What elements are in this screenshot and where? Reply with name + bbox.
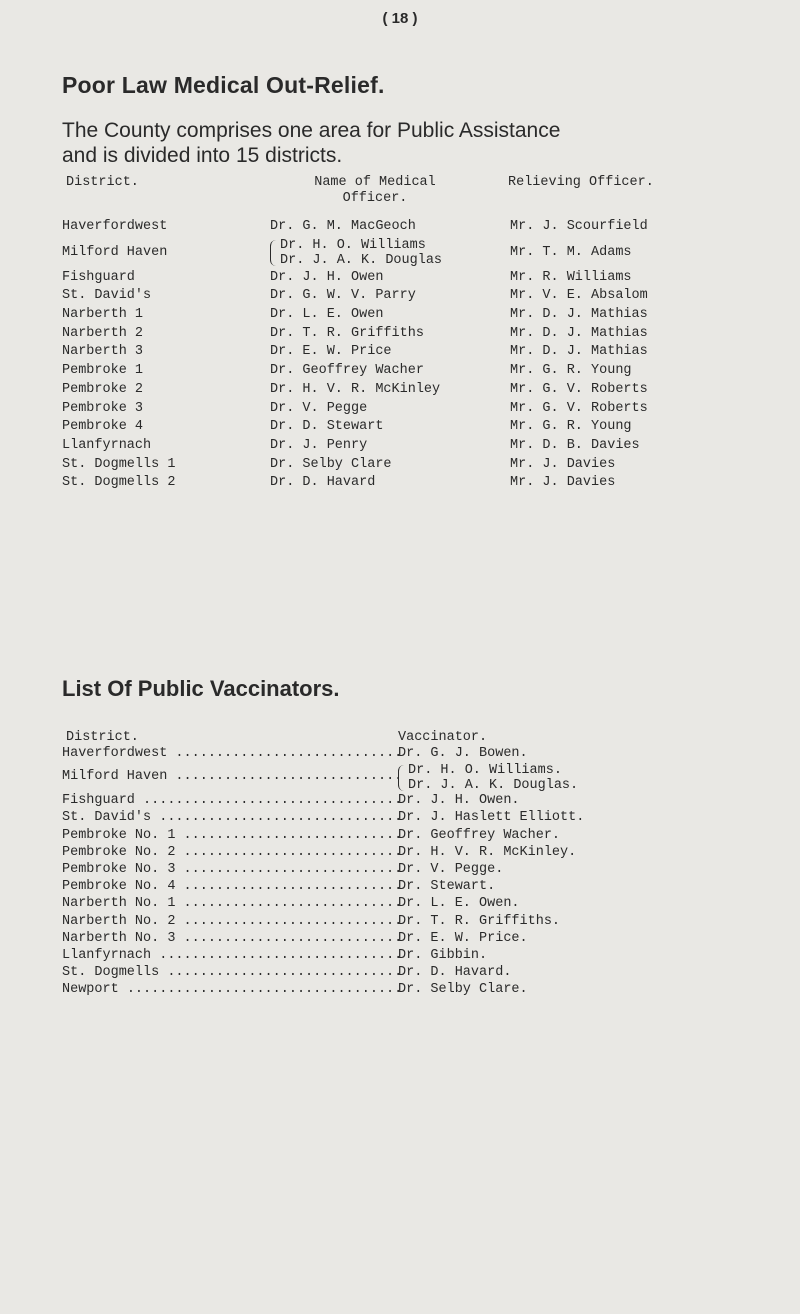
vaccinator-cell: Dr. H. V. R. McKinley. <box>398 844 577 860</box>
officer-cell: Dr. Geoffrey Wacher <box>270 363 424 379</box>
table-row <box>62 344 782 363</box>
table-row <box>62 326 782 345</box>
officer-cell: Dr. G. M. MacGeoch <box>270 219 416 234</box>
relieving-officer-cell: Mr. J. Davies <box>510 456 616 472</box>
district-cell: Pembroke 3 <box>62 400 144 416</box>
district-cell: Milford Haven ..... <box>62 769 402 784</box>
table-row <box>62 931 782 948</box>
table-row <box>62 896 782 913</box>
relieving-officer-cell: Mr. D. B. Davies <box>510 437 640 453</box>
district-cell: St. Dogmells 2 <box>62 475 176 491</box>
relieving-officer-cell: Mr. J. Davies <box>510 475 616 491</box>
intro-paragraph <box>62 118 782 168</box>
vaccinator-cell: Dr. V. Pegge. <box>398 861 504 877</box>
officer-cell: Dr. E. W. Price <box>270 344 392 360</box>
officer-cell: Dr. L. E. Owen <box>270 307 384 323</box>
vaccinator-cell: Dr. J. A. K. Douglas. <box>408 778 579 794</box>
district-cell: Llanfyrnach ..... <box>62 948 402 963</box>
district-cell: Fishguard <box>62 269 135 285</box>
table-row <box>62 914 782 931</box>
relieving-officer-cell: Mr. G. R. Young <box>510 363 632 379</box>
district-cell: Narberth No. 2 ..... <box>62 914 402 929</box>
vaccinator-cell: Dr. Geoffrey Wacher. <box>398 827 561 843</box>
relieving-officer-cell: Mr. D. J. Mathias <box>510 307 648 323</box>
vaccinator-cell: Dr. E. W. Price. <box>398 930 528 946</box>
officer-cell: Dr. D. Havard <box>270 475 376 491</box>
district-cell: St. Dogmells 1 <box>62 456 176 472</box>
brace-mark <box>398 765 405 791</box>
table-row <box>62 419 782 438</box>
district-cell: Haverfordwest ..... <box>62 746 402 761</box>
relieving-officer-header: Relieving Officer. <box>508 175 654 190</box>
table-row <box>62 810 782 827</box>
table-row <box>62 363 782 382</box>
officer-cell: Dr. H. O. Williams <box>280 237 426 253</box>
table-row <box>62 828 782 845</box>
table-row <box>62 401 782 420</box>
relieving-officer-cell: Mr. V. E. Absalom <box>510 288 648 304</box>
vaccinators-heading: List Of Public Vaccinators. <box>62 676 340 701</box>
relieving-officer-cell: Mr. G. V. Roberts <box>510 400 648 416</box>
officer-group <box>270 238 442 268</box>
district-cell: Newport ..... <box>62 982 402 997</box>
table-row <box>62 307 782 326</box>
table-row <box>62 475 782 494</box>
district-cell: Narberth 1 <box>62 307 144 323</box>
vaccinator-cell: Dr. Selby Clare. <box>398 982 528 998</box>
officer-cell: Dr. H. V. R. McKinley <box>270 381 441 397</box>
vaccinator-cell: Dr. T. R. Griffiths. <box>398 913 561 929</box>
table-row <box>62 965 782 982</box>
district-header: District. <box>66 175 139 190</box>
officer-cell: Dr. J. A. K. Douglas <box>280 252 443 268</box>
relieving-officer-cell: Mr. D. J. Mathias <box>510 344 648 360</box>
vaccinator-cell: Dr. D. Havard. <box>398 965 512 981</box>
table-row <box>62 879 782 896</box>
brace-mark <box>270 240 277 266</box>
vaccinator-cell: Dr. Gibbin. <box>398 947 488 963</box>
officer-cell: Dr. V. Pegge <box>270 400 368 416</box>
district-cell: Pembroke No. 1 ..... <box>62 828 402 843</box>
relieving-officer-cell: Mr. G. R. Young <box>510 419 632 435</box>
district-cell: St. Dogmells ..... <box>62 965 402 980</box>
district-cell: Fishguard ..... <box>62 793 402 808</box>
district-cell: Pembroke 1 <box>62 363 144 379</box>
district-cell: Pembroke No. 4 ..... <box>62 879 402 894</box>
officer-cell: Dr. G. W. V. Parry <box>270 288 416 304</box>
district-cell: Narberth No. 3 ..... <box>62 931 402 946</box>
district-cell: Narberth 3 <box>62 344 144 360</box>
district-cell: Pembroke 4 <box>62 419 144 435</box>
district-cell: Pembroke No. 2 ..... <box>62 845 402 860</box>
vaccinator-group <box>398 763 578 793</box>
vaccinator-cell: Dr. L. E. Owen. <box>398 896 520 912</box>
relieving-officer-cell: Mr. T. M. Adams <box>510 244 632 260</box>
district-cell: Milford Haven <box>62 244 168 260</box>
district-cell: Pembroke 2 <box>62 381 144 397</box>
table-row <box>62 457 782 476</box>
intro-line: and is divided into 15 districts. <box>62 144 343 167</box>
medical-officer-header-line: Officer. <box>342 191 408 206</box>
table-row <box>62 862 782 879</box>
page-number: ( 18 ) <box>382 10 418 27</box>
relieving-officer-cell: Mr. D. J. Mathias <box>510 325 648 341</box>
vaccinator-header: Vaccinator. <box>398 730 488 745</box>
relief-rows <box>62 219 782 494</box>
officer-cell: Dr. D. Stewart <box>270 419 384 435</box>
relieving-officer-cell: Mr. J. Scourfield <box>510 219 648 234</box>
table-row <box>62 793 782 810</box>
table-row <box>62 270 782 289</box>
district-cell: Narberth 2 <box>62 325 144 341</box>
table-row <box>62 746 782 763</box>
table-row <box>62 845 782 862</box>
table-row <box>62 219 782 238</box>
vaccinator-cell: Dr. H. O. Williams. <box>408 763 562 779</box>
officer-cell: Dr. J. H. Owen <box>270 269 384 285</box>
table-row <box>62 438 782 457</box>
table-row <box>62 238 782 270</box>
officer-cell: Dr. T. R. Griffiths <box>270 325 424 341</box>
intro-line: The County comprises one area for Public Assistance <box>62 119 561 142</box>
vaccinator-rows <box>62 746 782 999</box>
table-row <box>62 948 782 965</box>
table-row <box>62 288 782 307</box>
table-row <box>62 382 782 401</box>
officer-cell: Dr. Selby Clare <box>270 456 392 472</box>
district-cell: Pembroke No. 3 ..... <box>62 862 402 877</box>
table-row <box>62 982 782 999</box>
district-cell: St. David's <box>62 288 152 304</box>
medical-officer-header <box>280 175 470 207</box>
table-row <box>62 763 782 793</box>
district-cell: Haverfordwest <box>62 219 168 234</box>
relieving-officer-cell: Mr. G. V. Roberts <box>510 381 648 397</box>
district-cell: Llanfyrnach <box>62 437 152 453</box>
relieving-officer-cell: Mr. R. Williams <box>510 269 632 285</box>
district-cell: St. David's ..... <box>62 810 402 825</box>
section-heading: Poor Law Medical Out-Relief. <box>62 72 385 98</box>
vaccinator-cell: Dr. Stewart. <box>398 879 496 895</box>
medical-officer-header-line: Name of Medical <box>314 175 436 190</box>
district-cell: Narberth No. 1 ..... <box>62 896 402 911</box>
vaccinator-cell: Dr. G. J. Bowen. <box>398 746 528 761</box>
vaccinator-cell: Dr. J. Haslett Elliott. <box>398 810 585 826</box>
district-header: District. <box>66 730 139 745</box>
vaccinator-cell: Dr. J. H. Owen. <box>398 793 520 809</box>
officer-cell: Dr. J. Penry <box>270 437 368 453</box>
